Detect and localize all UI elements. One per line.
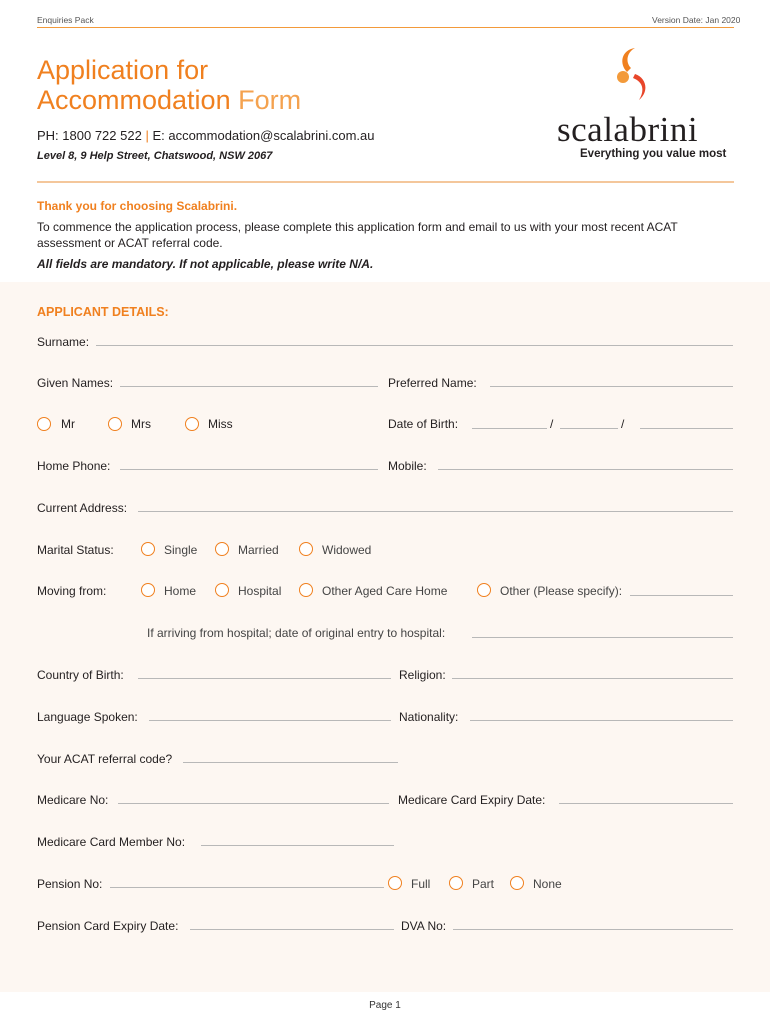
header-divider [37,27,734,28]
section-divider [37,181,734,183]
contact-address: Level 8, 9 Help Street, Chatswood, NSW 2067 [37,150,273,162]
acat-field[interactable] [183,762,398,763]
mandatory-note: All fields are mandatory. If not applicable, please write N/A. [37,257,374,271]
current-address-field[interactable] [138,511,733,512]
preferred-name-label: Preferred Name: [388,376,477,390]
radio-married-label: Married [238,543,279,557]
radio-miss-label: Miss [208,417,233,431]
radio-hospital[interactable] [215,583,229,597]
home-phone-field[interactable] [120,469,378,470]
medicare-member-label: Medicare Card Member No: [37,835,186,849]
pension-expiry-field[interactable] [190,929,394,930]
radio-full-label: Full [411,877,431,891]
dob-sep-2: / [621,417,625,431]
radio-single-label: Single [164,543,198,557]
header-left: Enquiries Pack [37,15,94,25]
given-names-field[interactable] [120,386,378,387]
title-line1: Application for [37,55,209,85]
nationality-label: Nationality: [399,710,459,724]
acat-label: Your ACAT referral code? [37,752,173,766]
marital-status-label: Marital Status: [37,543,114,557]
scalabrini-logo-icon [605,44,665,104]
dob-day-field[interactable] [472,428,547,429]
section-title: APPLICANT DETAILS: [37,305,169,319]
dob-sep-1: / [550,417,554,431]
contact-separator: | [145,128,149,143]
radio-miss[interactable] [185,417,199,431]
other-specify-field[interactable] [630,595,733,596]
radio-mrs-label: Mrs [131,417,151,431]
thanks-heading: Thank you for choosing Scalabrini. [37,199,238,213]
dva-no-label: DVA No: [401,919,447,933]
radio-none-label: None [533,877,562,891]
title-line2-bold: Accommodation [37,85,231,115]
radio-mrs[interactable] [108,417,122,431]
radio-home-label: Home [164,584,197,598]
radio-part-label: Part [472,877,495,891]
title-line2-light: Form [238,85,302,115]
radio-hospital-label: Hospital [238,584,282,598]
radio-other-aged-care[interactable] [299,583,313,597]
country-of-birth-field[interactable] [138,678,391,679]
radio-mr-label: Mr [61,417,75,431]
country-of-birth-label: Country of Birth: [37,668,124,682]
medicare-expiry-label: Medicare Card Expiry Date: [398,793,546,807]
page-title [37,55,301,115]
medicare-expiry-field[interactable] [559,803,733,804]
radio-full[interactable] [388,876,402,890]
radio-married[interactable] [215,542,229,556]
radio-single[interactable] [141,542,155,556]
radio-none[interactable] [510,876,524,890]
dob-month-field[interactable] [560,428,618,429]
contact-email: E: accommodation@scalabrini.com.au [152,128,375,143]
radio-other-aged-care-label: Other Aged Care Home [322,584,448,598]
surname-label: Surname: [37,335,90,349]
medicare-no-field[interactable] [118,803,389,804]
intro-text: To commence the application process, please complete this application form and email to us with your most recent ACAT assessment or ACAT referral code. [37,220,678,250]
brand-name: scalabrini [557,110,699,149]
contact-line [37,128,374,143]
medicare-member-field[interactable] [201,845,394,846]
given-names-label: Given Names: [37,376,114,390]
dva-no-field[interactable] [453,929,733,930]
hospital-entry-field[interactable] [472,637,733,638]
radio-other-specify[interactable] [477,583,491,597]
dob-year-field[interactable] [640,428,733,429]
radio-widowed[interactable] [299,542,313,556]
dob-label: Date of Birth: [388,417,459,431]
pension-no-label: Pension No: [37,877,103,891]
language-spoken-field[interactable] [149,720,391,721]
brand-tagline: Everything you value most [580,148,727,160]
language-spoken-label: Language Spoken: [37,710,138,724]
surname-field[interactable] [96,345,733,346]
hospital-entry-label: If arriving from hospital; date of original entry to hospital: [147,626,446,640]
religion-label: Religion: [399,668,446,682]
preferred-name-field[interactable] [490,386,733,387]
radio-other-specify-label: Other (Please specify): [500,584,623,598]
radio-home[interactable] [141,583,155,597]
mobile-label: Mobile: [388,459,427,473]
radio-widowed-label: Widowed [322,543,372,557]
pension-expiry-label: Pension Card Expiry Date: [37,919,179,933]
medicare-no-label: Medicare No: [37,793,109,807]
nationality-field[interactable] [470,720,733,721]
radio-mr[interactable] [37,417,51,431]
header-right: Version Date: Jan 2020 [652,15,741,25]
mobile-field[interactable] [438,469,733,470]
radio-part[interactable] [449,876,463,890]
home-phone-label: Home Phone: [37,459,111,473]
contact-phone: PH: 1800 722 522 [37,128,142,143]
current-address-label: Current Address: [37,501,128,515]
moving-from-label: Moving from: [37,584,107,598]
page-number: Page 1 [369,1000,401,1011]
pension-no-field[interactable] [110,887,384,888]
religion-field[interactable] [452,678,733,679]
